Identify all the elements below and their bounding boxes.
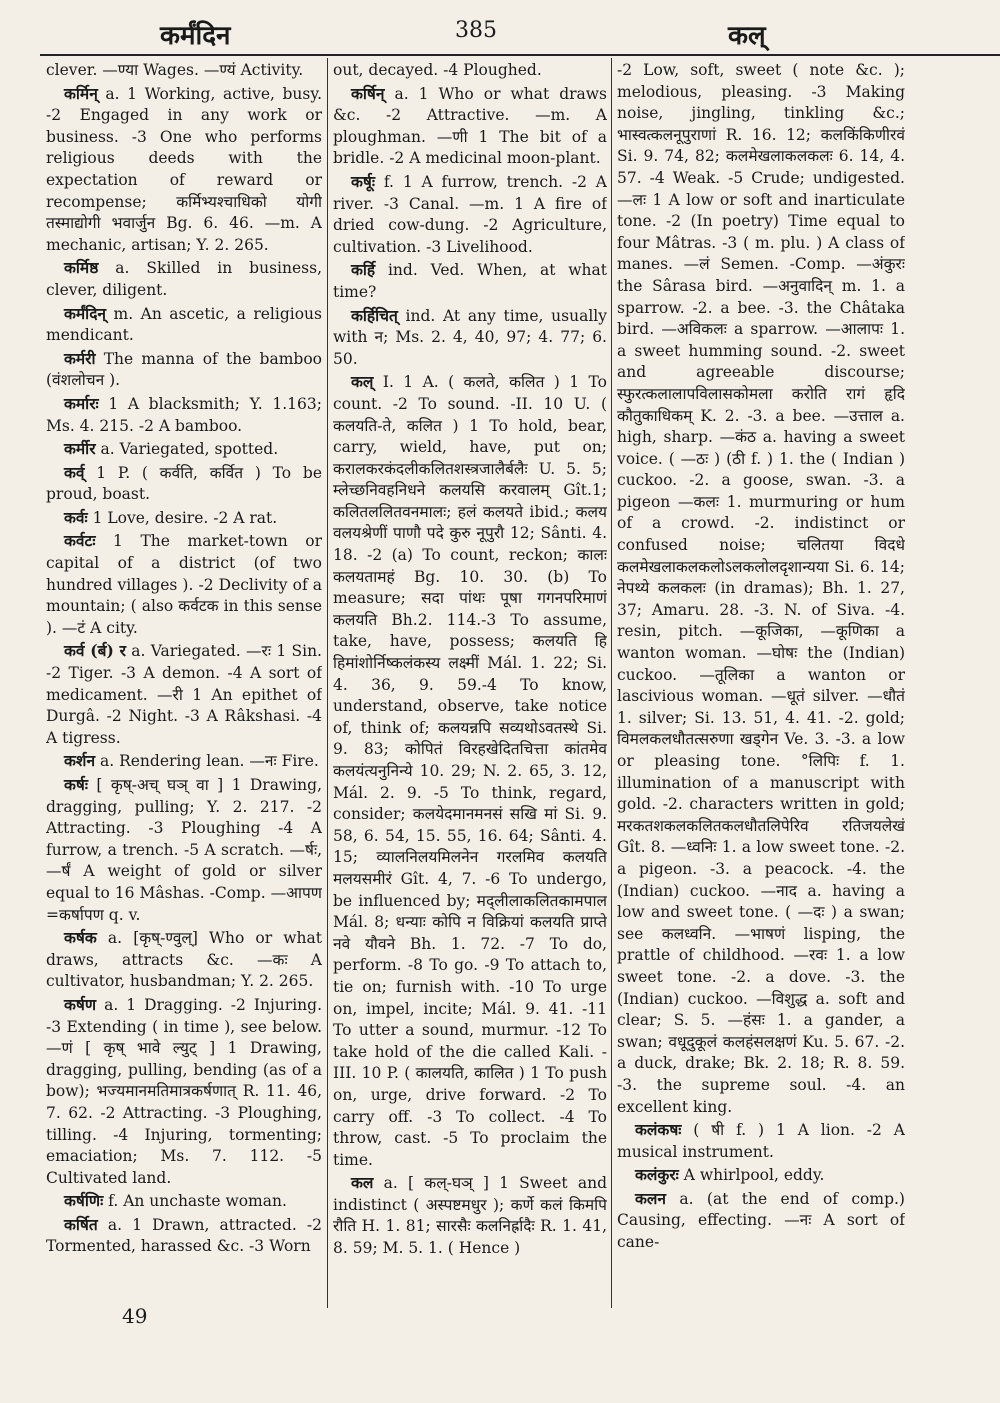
entry-text: [ कृष्-अच् घञ् वा ] 1 Drawing, dragging, pulling; Y. 2. 217. -2 Attracting. -3 Ploughing -4 A furrow, a trench. -5 A scratch. —र्षः, —र्षं A weight of gold or silver equal to 16 Mâshas. -Comp. —आपण =कर्षापण q. v. bbox=[46, 776, 322, 924]
entry-text: A whirlpool, eddy. bbox=[683, 1166, 825, 1185]
header-rule bbox=[40, 54, 1000, 56]
dictionary-entry bbox=[46, 530, 322, 639]
headword: कलंकषः bbox=[635, 1120, 682, 1140]
headword: कर्हि bbox=[351, 260, 376, 280]
dictionary-entry bbox=[46, 774, 322, 926]
dictionary-entry bbox=[617, 1119, 905, 1163]
headword: कर्मंदिन् bbox=[64, 303, 107, 323]
dictionary-entry bbox=[46, 640, 322, 749]
signature-mark: 49 bbox=[122, 1304, 148, 1328]
entry-text: ( षी f. ) 1 A lion. -2 A musical instrument. bbox=[617, 1121, 905, 1161]
headword: कर्मरी bbox=[64, 348, 96, 368]
headword: कर्षण bbox=[64, 994, 97, 1014]
headword: कल bbox=[351, 1173, 374, 1193]
headword: कर्षणिः bbox=[64, 1191, 104, 1211]
right-guide-word: कल् bbox=[728, 21, 766, 51]
headword: कर्वटः bbox=[64, 531, 96, 551]
entry-text: a. [कृष्-ण्वुल्] Who or what draws, attracts &c. —कः A cultivator, husbandman; Y. 2. 265. bbox=[46, 929, 322, 991]
dictionary-entry bbox=[46, 60, 322, 82]
dictionary-entry bbox=[46, 507, 322, 530]
entry-text: f. 1 A furrow, trench. -2 A river. -3 Canal. —m. 1 A fire of dried cow-dung. -2 Agriculture, cultivation. -3 Livelihood. bbox=[333, 172, 607, 256]
entry-text: a. [ कल्-घञ् ] 1 Sweet and indistinct ( अस्पष्टमधुर ); कर्णे कलं किमपि रौति H. 1. 81; सारसैः कलनिर्ह्रादैः R. 1. 41, 8. 59; M. 5. 1. ( Hence ) bbox=[333, 1174, 607, 1258]
entry-text: a. 1 Drawn, attracted. -2 Tormented, harassed &c. -3 Worn bbox=[46, 1215, 322, 1256]
headword: कलन bbox=[635, 1188, 667, 1208]
dictionary-entry bbox=[617, 1164, 905, 1187]
headword: कर्व (र्ब) र bbox=[64, 641, 126, 661]
entry-text: a. 1 Who or what draws &c. -2 Attractive. —m. A ploughman. —णी 1 The bit of a bridle. -2 A medicinal moon-plant. bbox=[333, 84, 607, 168]
entry-text: a. 1 Working, active, busy. -2 Engaged in any work or business. -3 One who performs religious deeds with the expectation of reward or recompense; कर्मिभ्यश्चाधिको योगी तस्माद्योगी भवार्जुन Bg. 6. 46. —m. A mechanic, artisan; Y. 2. 265. bbox=[46, 84, 322, 254]
headword: कर्हिचित् bbox=[351, 305, 398, 325]
dictionary-entry bbox=[46, 927, 322, 993]
headword: कल् bbox=[351, 372, 374, 392]
entry-text: a. (at the end of comp.) Causing, effecting. —नः A sort of cane- bbox=[617, 1189, 905, 1252]
dictionary-entry bbox=[46, 83, 322, 257]
entry-text: out, decayed. -4 Ploughed. bbox=[333, 61, 542, 79]
dictionary-entry bbox=[333, 371, 607, 1171]
column-middle bbox=[333, 60, 607, 1300]
entry-text: 1 The market-town or capital of a district (of two hundred villages ). -2 Declivity of a mountain; ( also कर्वटक in this sense ). —टं A city. bbox=[46, 532, 322, 637]
dictionary-entry bbox=[46, 994, 322, 1189]
headword: कर्षक bbox=[64, 928, 97, 948]
column-left bbox=[46, 60, 322, 1300]
entry-text: ind. At any time, usually with न; Ms. 2. 4, 40, 97; 4. 77; 6. 50. bbox=[333, 306, 607, 368]
headword: कर्शन bbox=[64, 751, 96, 771]
entry-text: The manna of the bamboo (वंशलोचन ). bbox=[46, 349, 322, 390]
entry-text: 1 P. ( कर्वति, कर्वित ) To be proud, boast. bbox=[46, 463, 322, 504]
headword: कर्षिन् bbox=[351, 83, 385, 103]
dictionary-entry bbox=[333, 305, 607, 371]
headword: कर्मीर bbox=[64, 439, 96, 459]
entry-text: -2 Low, soft, sweet ( note &c. ); melodious, pleasing. -3 Making noise, jingling, tinkling &c.; भास्वत्कलनूपुराणां R. 16. 12; कलकिंकिणीरवं Si. 9. 74, 82; कलमेखलाकलकलः 6. 14, 4. 57. -4 Weak. -5 Crude; undigested. —लः 1 A low or soft and inarticulate tone. -2 (In poetry) Time equal to four Mâtras. -3 ( m. plu. ) A class of manes. —लं Semen. -Comp. —अंकुरः the Sârasa bird. —अनुवादिन् m. 1. a sparrow. -2. a bee. -3. the Châtaka bird. —अविकलः a sparrow. —आलापः 1. a sweet humming sound. -2. sweet and agreeable discourse; स्फुरत्कलालापविलासकोमला करोति रागं हृदि कौतुकाधिकम् K. 2. -3. a bee. —उत्ताल a. high, sharp. —कंठ a. having a sweet voice. ( —ठः ) (ठी f. ) 1. the ( Indian ) cuckoo. -2. a goose, swan. -3. a pigeon —कलः 1. murmuring or hum of a crowd. -2. indistinct or confused noise; चलितया विदधे कलमेखलाकलकलोऽलकलोलदृशान्यया Si. 6. 14; नेपथ्ये कलकलः (in dramas); Bh. 1. 27, 37; Amaru. 28. -3. N. of Siva. -4. resin, pitch. —कूजिका, —कूणिका a wanton woman. —घोषः the (Indian) cuckoo. —तूलिका a wanton or lascivious woman. —धूतं silver. —धौतं 1. silver; Si. 13. 51, 4. 41. -2. gold; विमलकलधौतत्सरुणा खड्गेन Ve. 3. -3. a low or pleasing tone. °लिपिः f. 1. illumination of a manuscript with gold. -2. characters written in gold; मरकतशकलकलितकलधौतलिपेरिव रतिजयलेखं Gît. 8. —ध्वनिः 1. a low sweet tone. -2. a pigeon. -3. a peacock. -4. the (Indian) cuckoo. —नाद a. having a low and sweet tone. ( —दः ) a swan; see कलध्वनि. —भाषणं lisping, the prattle of childhood. —रवः 1. a low sweet tone. -2. a dove. -3. the (Indian) cuckoo. —विशुद्ध a. soft and clear; S. 5. —हंसः 1. a gander, a swan; वधूदुकूलं कलहंसलक्षणं Ku. 5. 67. -2. a duck, drake; Bk. 2. 18; R. 8. 59. -3. the supreme soul. -4. an excellent king. bbox=[617, 61, 905, 1116]
headword: कर्षित bbox=[64, 1214, 98, 1234]
headword: कर्षः bbox=[64, 775, 88, 794]
dictionary-entry bbox=[333, 259, 607, 303]
entry-text: a. Rendering lean. —नः Fire. bbox=[99, 752, 319, 771]
column-divider bbox=[611, 58, 612, 1308]
dictionary-entry bbox=[617, 1188, 905, 1254]
page-header bbox=[0, 14, 1000, 54]
entry-text: a. Variegated, spotted. bbox=[100, 440, 279, 459]
entry-text: a. 1 Dragging. -2 Injuring. -3 Extending ( in time ), see below. —णं [ कृष् भावे ल्युट् ] 1 Drawing, dragging, pulling, bending (as of a bow); भज्यमानमतिमात्रकर्षणात् R. 11. 46, 7. 62. -2 Attracting. -3 Ploughing, tilling. -4 Injuring, tormenting; emaciation; Ms. 7. 112. -5 Cultivated land. bbox=[46, 995, 322, 1187]
dictionary-entry bbox=[333, 171, 607, 258]
dictionary-entry bbox=[46, 257, 322, 301]
left-guide-word: कर्मंदिन bbox=[160, 21, 231, 51]
entry-text: 1 Love, desire. -2 A rat. bbox=[92, 508, 278, 527]
headword: कलंकुरः bbox=[635, 1165, 679, 1185]
entry-text: I. 1 A. ( कलते, कलित ) 1 To count. -2 To sound. -II. 10 U. ( कलयति-ते, कलित ) 1 To hold, bear, carry, wield, have, put on; करालकरकंदलीकलितशस्त्रजालैर्बलैः U. 5. 5; म्लेच्छनिवहनिधने कलयसि करवालम् Gît.1; कलितललितवनमालः; हलं कलयते ibid.; कलय वलयश्रेणीं पाणौ पदे कुरु नूपुरौ 12; Sânti. 4. 18. -2 (a) To count, reckon; कालः कलयतामहं Bg. 10. 30. (b) To measure; सदा पांथः पूषा गगनपरिमाणं कलयति Bh.2. 114.-3 To assume, take, have, possess; कलयति हि हिमांशोर्निष्कलंकस्य लक्ष्मीं Mál. 1. 22; Si. 4. 36, 9. 59.-4 To know, understand, observe, take notice of, think of; कलयन्नपि सव्यथोऽवतस्थे Si. 9. 83; कोपितं विरहखेदितचित्ता कांतमेव कलयंत्यनुनिन्ये 10. 29; N. 2. 65, 3. 12, Mál. 2. 9. -5 To think, regard, consider; कलयेदमानमनसं सखि मां Si. 9. 58, 6. 54, 15. 55, 16. 64; Sânti. 4. 15; व्यालनिलयमिलनेन गरलमिव कलयति मलयसमीरं Gît. 4, 7. -6 To undergo, be influenced by; मद्लीलाकलितकामपाल Mál. 8; धन्याः कोपि न विक्रियां कलयति प्राप्ते नवे यौवने Bh. 1. 72. -7 To do, perform. -8 To go. -9 To attach to, tie on; furnish with. -10 To urge on, impel, incite; Mál. 9. 41. -11 To utter a sound, murmur. -12 To take hold of the die called Kali. -III. 10 P. ( कालयति, कालित ) 1 To push on, urge, drive forward. -2 To carry off. -3 To collect. -4 To throw, cast. -5 To proclaim the time. bbox=[333, 373, 607, 1169]
entry-text: a. Skilled in business, clever, diligent. bbox=[46, 259, 322, 299]
headword: कर्मिष्ठ bbox=[64, 258, 99, 278]
dictionary-entry bbox=[333, 83, 607, 170]
dictionary-entry bbox=[46, 1214, 322, 1258]
column-right bbox=[617, 60, 905, 1300]
column-divider bbox=[327, 58, 328, 1308]
entry-text: clever. —ण्या Wages. —ण्यं Activity. bbox=[46, 61, 304, 79]
headword: कर्मारः bbox=[64, 393, 99, 413]
headword: कर्वः bbox=[64, 507, 88, 527]
dictionary-entry bbox=[46, 348, 322, 392]
dictionary-entry bbox=[46, 750, 322, 773]
dictionary-entry bbox=[46, 303, 322, 347]
dictionary-entry bbox=[333, 1172, 607, 1259]
entry-text: m. An ascetic, a religious mendicant. bbox=[46, 304, 322, 345]
headword: कर्मिन् bbox=[64, 83, 98, 103]
dictionary-entry bbox=[46, 438, 322, 461]
entry-text: f. An unchaste woman. bbox=[108, 1192, 287, 1211]
dictionary-entry bbox=[617, 60, 905, 1118]
entry-text: a. Variegated. —रः 1 Sin. -2 Tiger. -3 A demon. -4 A sort of medicament. —री 1 An epithet of Durgâ. -2 Night. -3 A Râkshasi. -4 A tigress. bbox=[46, 642, 322, 747]
dictionary-entry bbox=[46, 393, 322, 437]
dictionary-entry bbox=[46, 462, 322, 506]
headword: कर्व् bbox=[64, 462, 85, 482]
entry-text: ind. Ved. When, at what time? bbox=[333, 261, 607, 301]
dictionary-entry bbox=[333, 60, 607, 82]
dictionary-entry bbox=[46, 1190, 322, 1213]
page-number: 385 bbox=[455, 18, 497, 43]
headword: कर्षूः bbox=[351, 171, 375, 191]
entry-text: 1 A blacksmith; Y. 1.163; Ms. 4. 215. -2 A bamboo. bbox=[46, 394, 322, 435]
